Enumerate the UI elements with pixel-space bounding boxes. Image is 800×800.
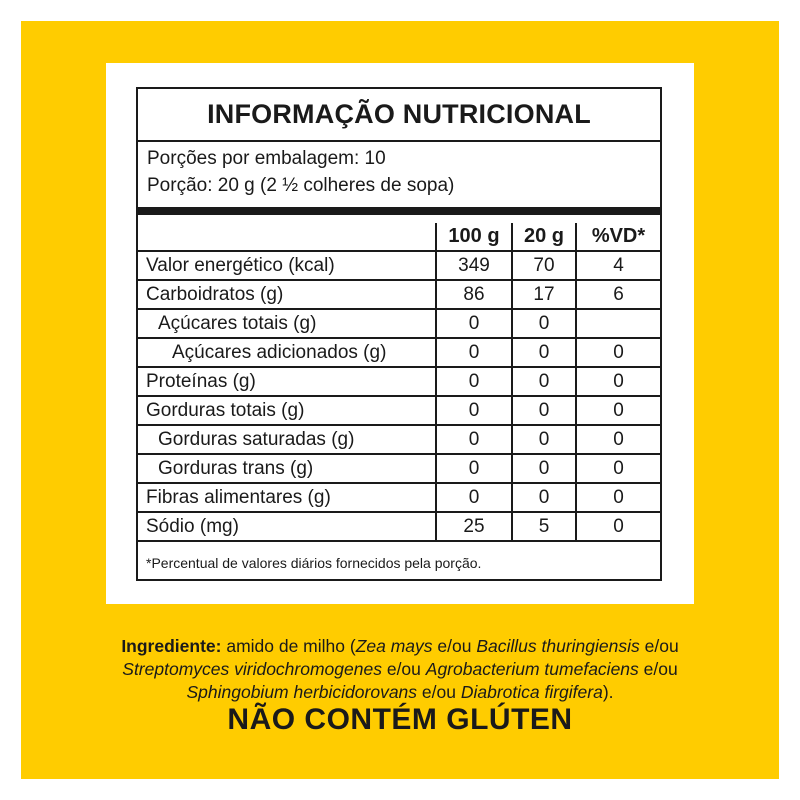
value-per-serving: 70 xyxy=(512,251,576,280)
value-per-serving: 0 xyxy=(512,309,576,338)
and-or: e/ou xyxy=(432,636,477,656)
value-daily: 0 xyxy=(576,396,660,425)
value-per-100g: 349 xyxy=(436,251,512,280)
gluten-free-notice: NÃO CONTÉM GLÚTEN xyxy=(227,703,573,736)
header-nutrient xyxy=(138,223,436,251)
value-per-serving: 0 xyxy=(512,483,576,512)
value-per-serving: 5 xyxy=(512,512,576,541)
value-per-100g: 0 xyxy=(436,454,512,483)
nutrition-facts-table xyxy=(136,87,662,581)
value-per-serving: 0 xyxy=(512,454,576,483)
nutrient-name: Gorduras saturadas (g) xyxy=(138,425,436,454)
value-per-serving: 0 xyxy=(512,338,576,367)
table-row xyxy=(138,309,660,338)
ingredients-label: Ingrediente: xyxy=(121,636,222,656)
species-agrobacterium: Agrobacterium tumefaciens xyxy=(425,659,639,679)
value-daily: 0 xyxy=(576,454,660,483)
label-title: INFORMAÇÃO NUTRICIONAL xyxy=(207,99,591,129)
nutrient-name: Açúcares totais (g) xyxy=(138,309,436,338)
footnote: *Percentual de valores diários fornecidos pela porção. xyxy=(146,555,482,571)
nutrient-name: Proteínas (g) xyxy=(138,367,436,396)
thick-divider xyxy=(138,207,660,215)
species-sphingobium: Sphingobium herbicidorovans xyxy=(186,682,418,702)
value-per-serving: 0 xyxy=(512,425,576,454)
table-row xyxy=(138,425,660,454)
ingredients-text xyxy=(60,635,740,704)
value-per-serving: 0 xyxy=(512,396,576,425)
and-or: e/ou xyxy=(417,682,461,702)
table-row xyxy=(138,483,660,512)
table-header-row xyxy=(138,223,660,251)
table-row xyxy=(138,367,660,396)
value-per-100g: 25 xyxy=(436,512,512,541)
nutrient-name: Açúcares adicionados (g) xyxy=(138,338,436,367)
nutrient-table xyxy=(138,223,660,542)
table-row xyxy=(138,251,660,280)
header-per-serving: 20 g xyxy=(512,223,576,251)
and-or: e/ou xyxy=(638,659,678,679)
value-daily xyxy=(576,309,660,338)
header-daily-value: %VD* xyxy=(576,223,660,251)
table-row xyxy=(138,396,660,425)
species-bacillus: Bacillus thuringiensis xyxy=(476,636,640,656)
nutrient-name: Fibras alimentares (g) xyxy=(138,483,436,512)
value-daily: 0 xyxy=(576,512,660,541)
value-per-100g: 0 xyxy=(436,309,512,338)
table-row xyxy=(138,454,660,483)
value-daily: 4 xyxy=(576,251,660,280)
nutrient-name: Carboidratos (g) xyxy=(138,280,436,309)
species-streptomyces: Streptomyces viridochromogenes xyxy=(122,659,382,679)
ingredients-end: ). xyxy=(602,682,614,702)
value-daily: 0 xyxy=(576,338,660,367)
title-divider xyxy=(138,140,660,142)
species-diabrotica: Diabrotica firgifera xyxy=(460,682,603,702)
value-daily: 0 xyxy=(576,483,660,512)
value-per-100g: 0 xyxy=(436,367,512,396)
value-per-100g: 0 xyxy=(436,396,512,425)
value-daily: 0 xyxy=(576,425,660,454)
serving-size: Porção: 20 g (2 ½ colheres de sopa) xyxy=(147,175,455,196)
servings-per-package: Porções por embalagem: 10 xyxy=(147,148,386,169)
value-per-100g: 0 xyxy=(436,483,512,512)
table-row xyxy=(138,280,660,309)
value-per-100g: 0 xyxy=(436,425,512,454)
value-per-100g: 86 xyxy=(436,280,512,309)
table-row xyxy=(138,512,660,541)
value-per-serving: 0 xyxy=(512,367,576,396)
and-or: e/ou xyxy=(381,659,426,679)
nutrient-name: Valor energético (kcal) xyxy=(138,251,436,280)
value-per-serving: 17 xyxy=(512,280,576,309)
ingredients-main: amido de milho ( xyxy=(221,636,356,656)
value-daily: 0 xyxy=(576,367,660,396)
nutrient-name: Sódio (mg) xyxy=(138,512,436,541)
and-or: e/ou xyxy=(639,636,679,656)
species-zea: Zea mays xyxy=(355,636,433,656)
table-row xyxy=(138,338,660,367)
header-per-100g: 100 g xyxy=(436,223,512,251)
value-daily: 6 xyxy=(576,280,660,309)
nutrient-name: Gorduras totais (g) xyxy=(138,396,436,425)
nutrient-name: Gorduras trans (g) xyxy=(138,454,436,483)
value-per-100g: 0 xyxy=(436,338,512,367)
